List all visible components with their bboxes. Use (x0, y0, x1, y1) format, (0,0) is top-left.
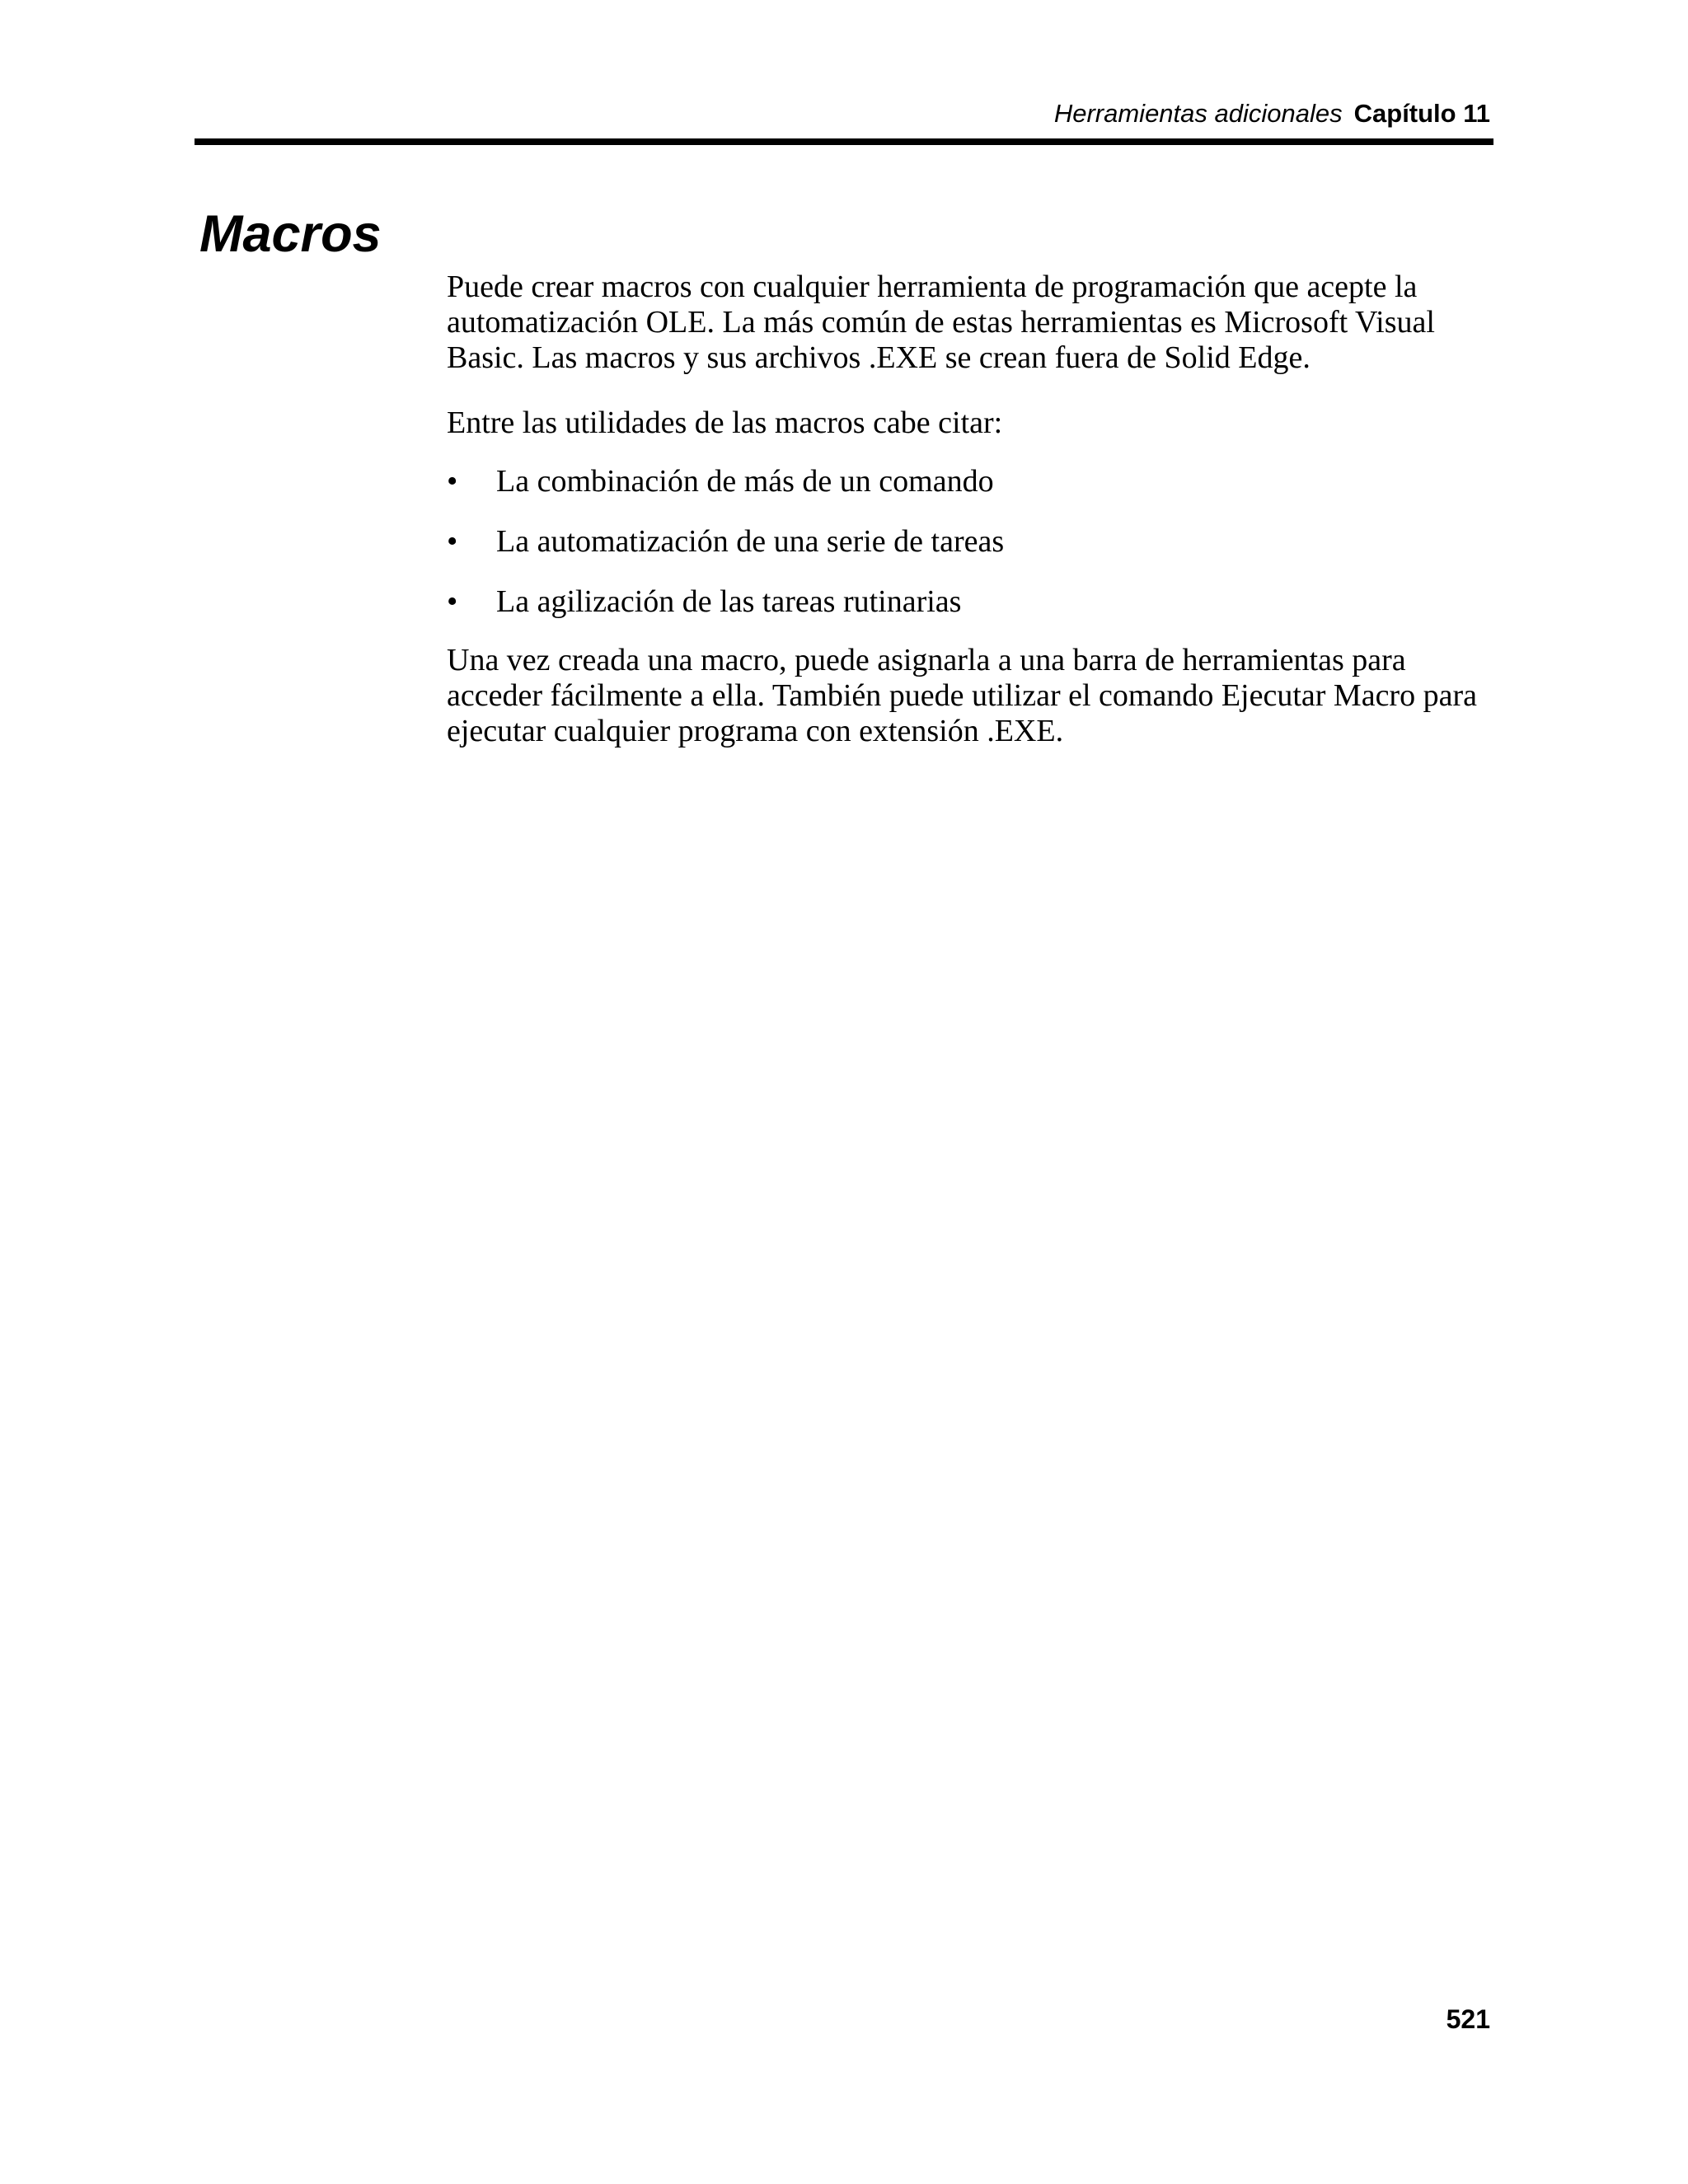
running-header (1054, 97, 1490, 130)
bullet-icon: • (447, 464, 458, 499)
list-item-text: La agilización de las tareas rutinarias (496, 584, 962, 619)
uses-list (447, 464, 1498, 620)
bullet-icon: • (447, 584, 458, 619)
list-item-text: La combinación de más de un comando (496, 464, 994, 499)
section-title: Macros (199, 205, 382, 263)
header-section-name: Herramientas adicionales (1053, 99, 1343, 128)
list-item-text: La automatización de una serie de tareas (496, 524, 1005, 559)
bullet-icon: • (447, 524, 458, 559)
intro-paragraph: Puede crear macros con cualquier herramienta de programación que acepte la automatización OLE. La más común de estas herramientas es Microsoft Visual Basic. Las macros y sus archivos .EXE se crean fuera de Solid Edge. (447, 269, 1435, 375)
uses-lead-paragraph: Entre las utilidades de las macros cabe citar: (447, 405, 1003, 440)
page-number: 521 (1446, 2004, 1490, 2034)
closing-paragraph: Una vez creada una macro, puede asignarla a una barra de herramientas para acceder fácilmente a ella. También puede utilizar el comando Ejecutar Macro para ejecutar cualquier programa con extensión .EXE. (447, 643, 1477, 748)
list-item (447, 524, 1498, 560)
list-item (447, 584, 1498, 620)
body-text (447, 269, 1498, 749)
header-chapter-label: Capítulo 11 (1353, 99, 1490, 128)
header-rule (195, 138, 1493, 145)
list-item (447, 464, 1498, 499)
